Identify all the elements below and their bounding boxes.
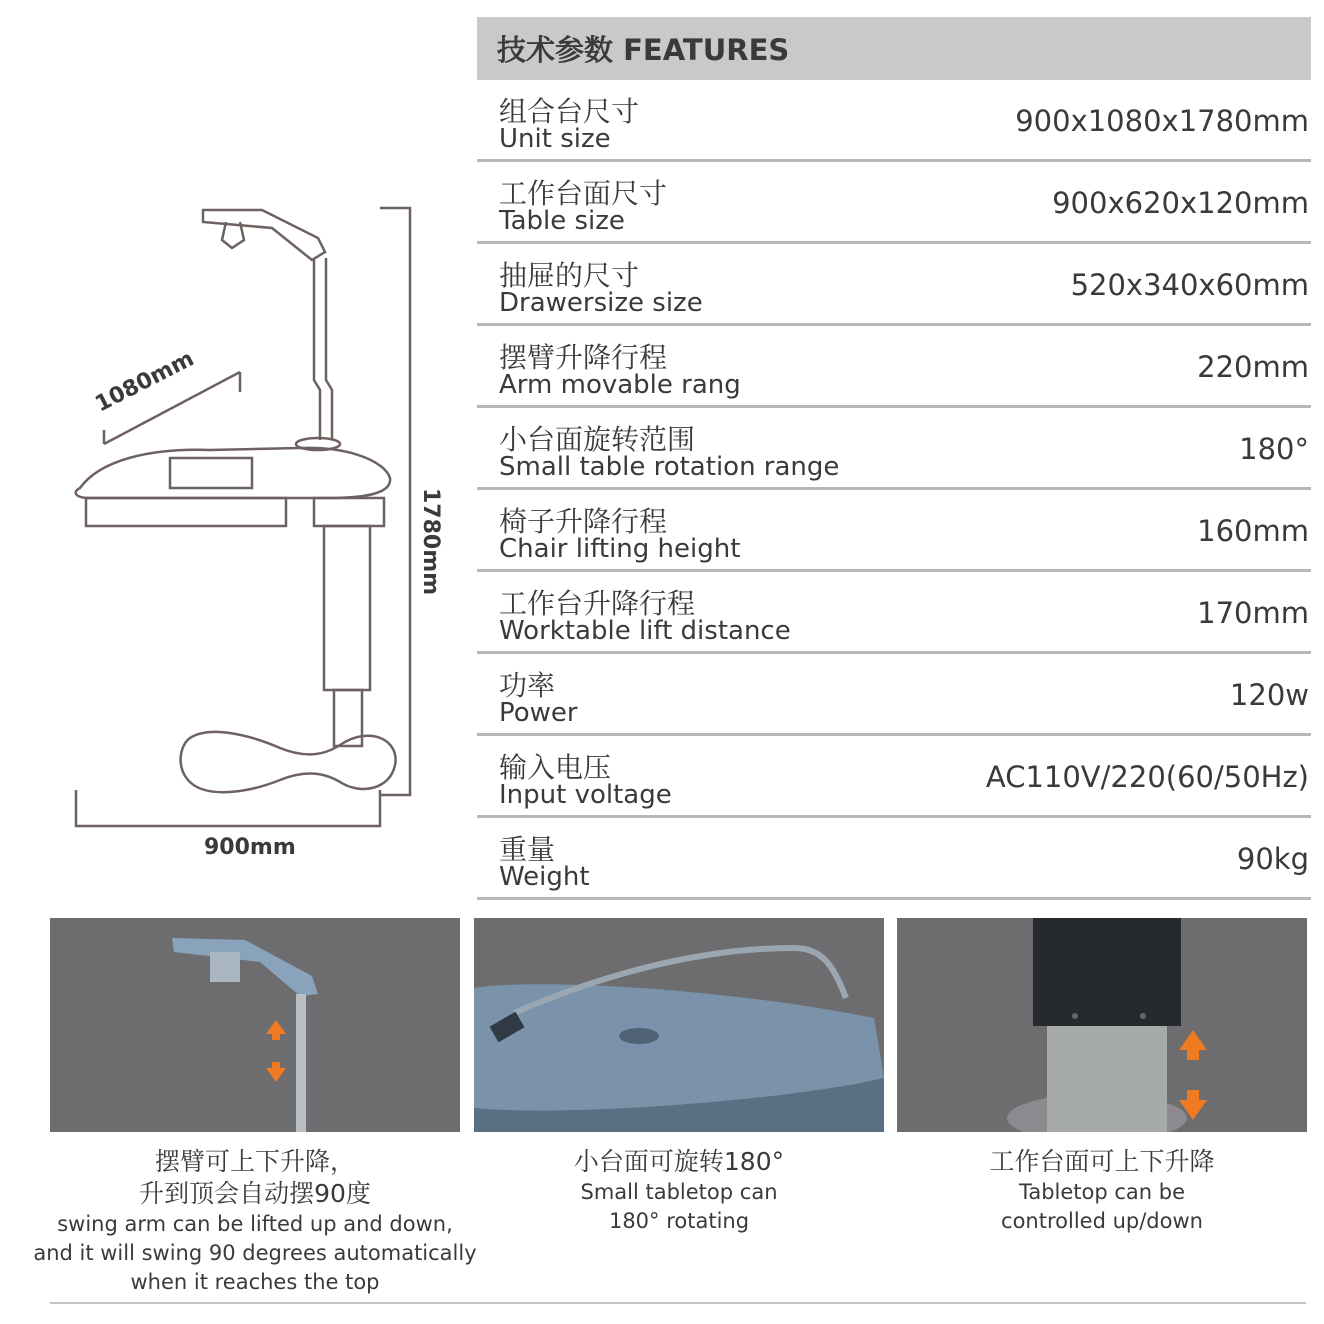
feature-row-chair-lift [477, 490, 1311, 572]
lamp-outline [222, 222, 244, 248]
feature-value: 90kg [1236, 842, 1309, 876]
screw-icon [1072, 1013, 1078, 1019]
feature-label-en: Table size [499, 206, 625, 236]
feature-label-en: Chair lifting height [499, 534, 741, 564]
caption-en-line: Small tabletop can [580, 1180, 778, 1204]
feature-value: 220mm [1197, 350, 1309, 384]
caption-cn-line: 升到顶会自动摆90度 [139, 1179, 371, 1208]
tabletop-outline [76, 448, 390, 498]
features-title: 技术参数 FEATURES [477, 17, 1311, 80]
bottom-divider [50, 1302, 1306, 1304]
column-cap-outline [314, 498, 384, 526]
swing-arm-outline [203, 210, 325, 260]
feature-value: 170mm [1197, 596, 1309, 630]
caption-en-line: controlled up/down [1001, 1209, 1203, 1233]
feature-label-cn: 小台面旋转范围 [499, 423, 696, 456]
caption-en-line: when it reaches the top [130, 1270, 380, 1294]
drawer-handle-outline [170, 458, 252, 488]
caption-cn-line: 摆臂可上下升降， [154, 1147, 355, 1176]
pole-outline [314, 258, 332, 440]
swivel-hole-shape [619, 1028, 659, 1044]
inner-column-shape [1047, 1026, 1167, 1132]
feature-value: 900x1080x1780mm [1015, 104, 1309, 138]
swing-arm-photo [50, 918, 460, 1132]
caption-en-line: swing arm can be lifted up and down, [57, 1212, 453, 1236]
feature-value: 120w [1229, 678, 1309, 712]
feature-label-en: Weight [499, 862, 590, 892]
feature-label-en: Drawersize size [499, 288, 703, 318]
feature-label-en: Input voltage [499, 780, 672, 810]
feature-row-weight [477, 818, 1311, 900]
caption-en-line: and it will swing 90 degrees automatically [33, 1241, 477, 1265]
width-label: 900mm [204, 835, 296, 860]
features-table [477, 17, 1311, 900]
depth-label: 1080mm [91, 346, 199, 418]
feature-label-cn: 椅子升降行程 [499, 505, 668, 538]
feature-label-cn: 功率 [499, 669, 556, 702]
feature-label-en: Unit size [499, 124, 611, 154]
small-tabletop-photo [474, 918, 884, 1132]
outer-column-shape [1033, 918, 1181, 1026]
feature-row-input-voltage [477, 736, 1311, 818]
feature-label-cn: 重量 [499, 833, 556, 866]
feature-row-drawer-size [477, 244, 1311, 326]
feature-label-cn: 工作台面尺寸 [499, 177, 668, 210]
feature-value: AC110V/220(60/50Hz) [985, 760, 1309, 794]
swing-arm-caption [20, 1146, 490, 1297]
feature-label-cn: 组合台尺寸 [499, 95, 640, 128]
feature-label-cn: 工作台升降行程 [499, 587, 696, 620]
small-tabletop-caption [474, 1146, 884, 1236]
lifting-column-caption [897, 1146, 1307, 1236]
column-outline [324, 526, 370, 690]
feature-row-arm-range [477, 326, 1311, 408]
feature-row-power [477, 654, 1311, 736]
height-label: 1780mm [418, 488, 443, 596]
lifting-column-photo [897, 918, 1307, 1132]
width-dimension-line [76, 790, 380, 826]
feature-row-unit-size [477, 80, 1311, 162]
feature-value: 900x620x120mm [1052, 186, 1309, 220]
feature-row-worktable-lift [477, 572, 1311, 654]
feature-value: 160mm [1197, 514, 1309, 548]
technical-drawing [0, 0, 470, 900]
feature-label-cn: 摆臂升降行程 [499, 341, 668, 374]
caption-en-line: Tabletop can be [1018, 1180, 1186, 1204]
caption-cn-line: 工作台面可上下升降 [989, 1147, 1215, 1176]
caption-cn-line: 小台面可旋转180° [573, 1147, 785, 1176]
feature-label-en: Small table rotation range [499, 452, 840, 482]
caption-en-line: 180° rotating [608, 1209, 750, 1233]
feature-label-cn: 输入电压 [499, 751, 612, 784]
screw-icon [1140, 1013, 1146, 1019]
base-foot-outline [181, 732, 396, 792]
feature-label-en: Power [499, 698, 578, 728]
feature-row-table-size [477, 162, 1311, 244]
feature-label-en: Arm movable rang [499, 370, 741, 400]
lamp-shape [210, 952, 240, 982]
feature-value: 520x340x60mm [1070, 268, 1309, 302]
feature-value: 180° [1239, 432, 1309, 466]
pole-shape [296, 994, 306, 1132]
feature-row-rotation-range [477, 408, 1311, 490]
feature-label-en: Worktable lift distance [499, 616, 791, 646]
feature-label-cn: 抽屉的尺寸 [499, 259, 640, 292]
drawer-outline [86, 498, 286, 526]
